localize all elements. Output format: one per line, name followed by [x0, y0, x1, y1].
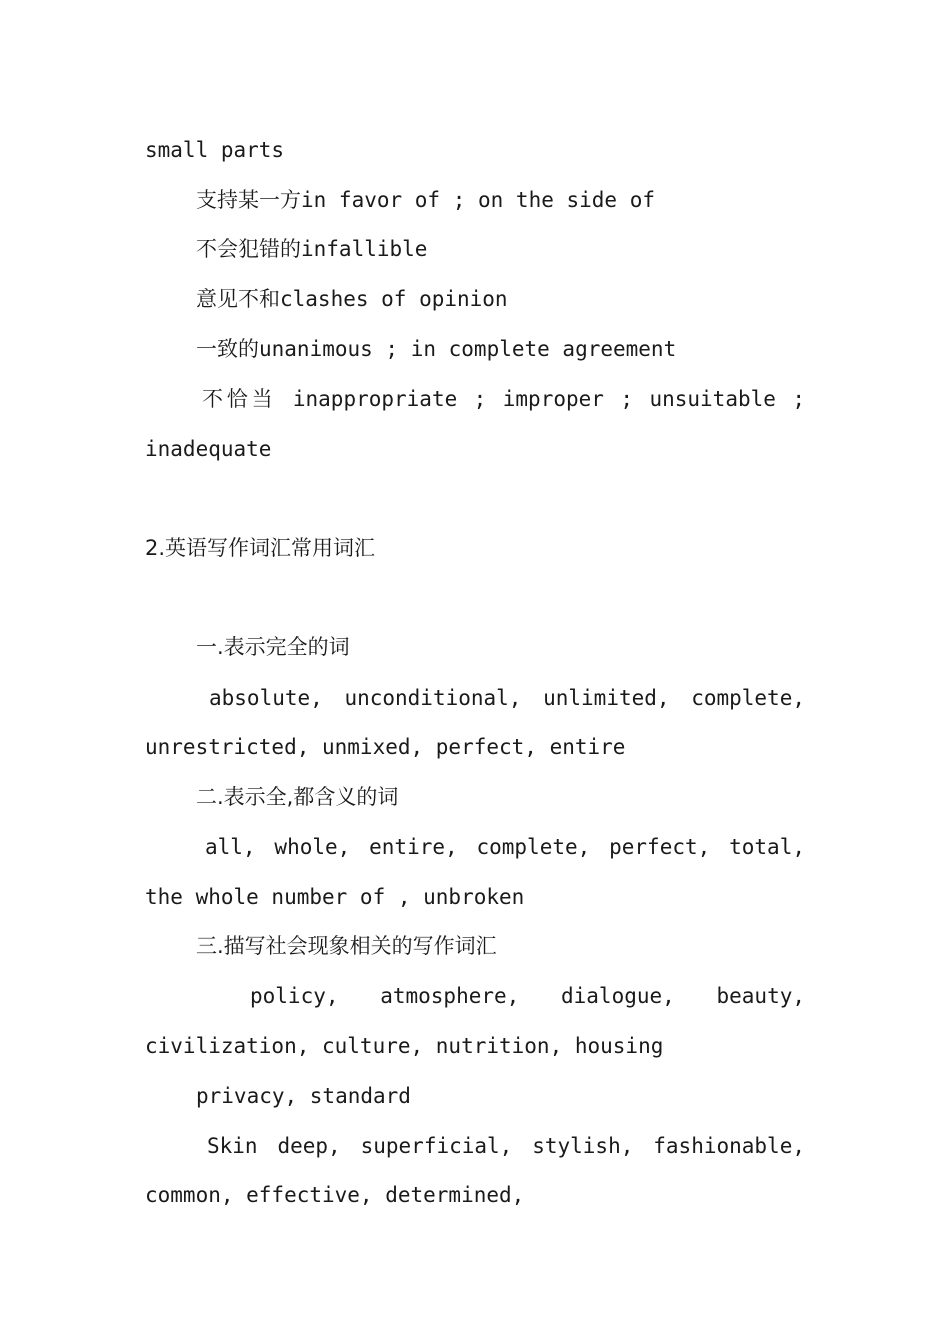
vocab-english: clashes of opinion — [280, 287, 508, 311]
text-line: small parts — [145, 138, 285, 162]
word-list-line: privacy, standard — [196, 1084, 411, 1108]
word-list-line: policy, atmosphere, dialogue, beauty, — [250, 984, 805, 1008]
vocab-chinese: 一致的 — [196, 337, 259, 361]
word-list-line: unrestricted, unmixed, perfect, entire — [145, 735, 626, 759]
section-title: 2.英语写作词汇常用词汇 — [145, 536, 376, 560]
vocab-english: unanimous ; in complete agreement — [259, 337, 677, 361]
vocab-english: infallible — [301, 237, 428, 261]
vocab-entry — [196, 334, 805, 364]
word-list-line: Skin deep, superficial, stylish, fashionable, — [207, 1134, 805, 1158]
subsection-heading: 一.表示完全的词 — [196, 635, 350, 659]
text-line: inadequate — [145, 437, 272, 461]
word-list-line: all, whole, entire, complete, perfect, total, — [205, 835, 805, 859]
word-list-line: the whole number of , unbroken — [145, 885, 525, 909]
word-list-line: civilization, culture, nutrition, housing — [145, 1034, 664, 1058]
vocab-chinese: 意见不和 — [196, 287, 280, 311]
vocab-chinese: 不会犯错的 — [196, 237, 301, 261]
vocab-english: in favor of ; on the side of — [301, 188, 656, 212]
vocab-entry — [196, 234, 805, 264]
word-list-line: absolute, unconditional, unlimited, complete, — [209, 686, 805, 710]
subsection-heading: 二.表示全,都含义的词 — [196, 785, 399, 809]
vocab-entry — [196, 284, 805, 314]
vocab-entry: 不恰当 inappropriate ; improper ; unsuitable ; — [202, 387, 805, 411]
vocab-entry — [196, 185, 805, 215]
word-list-line: common, effective, determined, — [145, 1183, 525, 1207]
subsection-heading: 三.描写社会现象相关的写作词汇 — [196, 934, 497, 958]
vocab-chinese: 支持某一方 — [196, 188, 301, 212]
